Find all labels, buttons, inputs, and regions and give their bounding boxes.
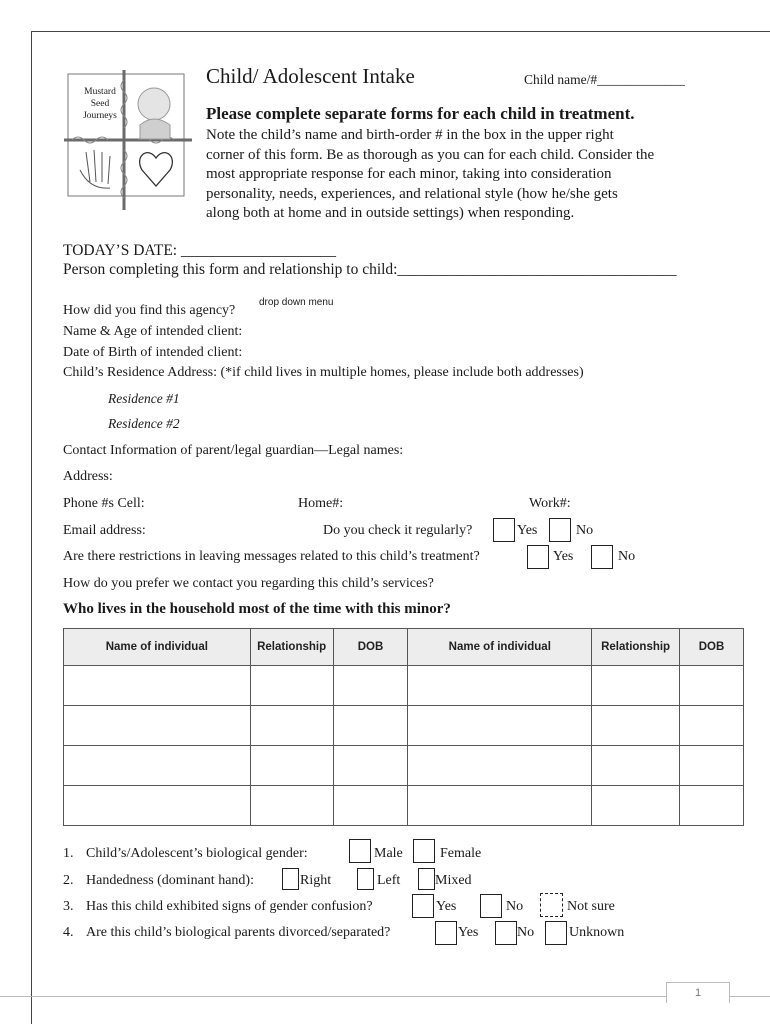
instructions-heading: Please complete separate forms for each child in treatment. — [206, 104, 635, 123]
table-cell[interactable] — [408, 746, 592, 786]
footer-line — [0, 996, 770, 997]
name-age-field[interactable]: Name & Age of intended client: — [63, 324, 243, 339]
table-cell[interactable] — [592, 786, 680, 826]
check-regularly-no-checkbox[interactable] — [549, 518, 571, 542]
q3-text: Has this child exhibited signs of gender confusion? — [86, 899, 373, 914]
table-cell[interactable] — [250, 666, 333, 706]
find-agency-label: How did you find this agency? — [63, 303, 236, 318]
contact-info-label: Contact Information of parent/legal guardian—Legal names: — [63, 443, 404, 458]
table-cell[interactable] — [680, 786, 744, 826]
q4-yes-label: Yes — [458, 925, 479, 940]
q3-not-sure-label: Not sure — [567, 899, 615, 914]
note-line: corner of this form. Be as thorough as you can for each child. Consider the — [206, 146, 655, 163]
prefer-contact-field[interactable]: How do you prefer we contact you regarding this child’s services? — [63, 576, 434, 591]
table-cell[interactable] — [64, 666, 251, 706]
page-border-left — [31, 31, 32, 1024]
q2-text: Handedness (dominant hand): — [86, 873, 254, 888]
phone-cell-field[interactable]: Phone #s Cell: — [63, 496, 145, 511]
q2-mixed-checkbox[interactable] — [418, 868, 435, 890]
residence-2-field[interactable]: Residence #2 — [108, 416, 180, 431]
dob-field[interactable]: Date of Birth of intended client: — [63, 345, 243, 360]
q3-not-sure-checkbox[interactable] — [540, 893, 563, 917]
restrictions-no-checkbox[interactable] — [591, 545, 613, 569]
q4-unknown-label: Unknown — [569, 925, 625, 940]
note-line: Note the child’s name and birth-order # in the box in the upper right — [206, 127, 614, 143]
q1-text: Child’s/Adolescent’s biological gender: — [86, 846, 308, 861]
page-number: 1 — [694, 987, 702, 999]
q4-unknown-checkbox[interactable] — [545, 921, 567, 945]
q4-text: Are this child’s biological parents divorced/separated? — [86, 925, 391, 940]
table-cell[interactable] — [250, 706, 333, 746]
q3-no-label: No — [506, 899, 524, 914]
q2-number: 2. — [63, 873, 74, 888]
column-header: DOB — [333, 629, 408, 666]
table-row — [64, 706, 744, 746]
table-cell[interactable] — [333, 786, 408, 826]
q2-left-checkbox[interactable] — [357, 868, 374, 890]
table-cell[interactable] — [64, 786, 251, 826]
restrictions-no-label: No — [618, 549, 636, 564]
q4-number: 4. — [63, 925, 74, 940]
table-cell[interactable] — [333, 666, 408, 706]
todays-date-field[interactable]: TODAY’S DATE: ____________________ — [63, 242, 336, 259]
person-completing-field[interactable]: Person completing this form and relationship to child:____________________________________ — [63, 261, 677, 278]
q2-right-label: Right — [300, 873, 332, 888]
page-number-box — [666, 982, 730, 1003]
find-agency-dropdown[interactable]: drop down menu — [259, 297, 334, 308]
q2-left-label: Left — [377, 873, 401, 888]
q4-yes-checkbox[interactable] — [435, 921, 457, 945]
residence-address-label: Child’s Residence Address: (*if child lives in multiple homes, please include both addresses) — [63, 365, 584, 380]
address-field[interactable]: Address: — [63, 469, 113, 484]
restrictions-label: Are there restrictions in leaving messages related to this child’s treatment? — [63, 549, 480, 564]
q3-yes-label: Yes — [436, 899, 457, 914]
table-cell[interactable] — [64, 746, 251, 786]
table-cell[interactable] — [333, 746, 408, 786]
page-border-top — [31, 31, 770, 32]
table-cell[interactable] — [408, 666, 592, 706]
table-cell[interactable] — [592, 746, 680, 786]
q4-no-checkbox[interactable] — [495, 921, 517, 945]
q3-yes-checkbox[interactable] — [412, 894, 434, 918]
table-cell[interactable] — [250, 786, 333, 826]
form-title: Child/ Adolescent Intake — [206, 64, 415, 88]
table-cell[interactable] — [680, 746, 744, 786]
table-cell[interactable] — [408, 706, 592, 746]
table-header-row — [64, 629, 744, 666]
q1-female-label: Female — [440, 846, 482, 861]
q4-no-label: No — [517, 925, 535, 940]
table-cell[interactable] — [333, 706, 408, 746]
column-header: Relationship — [250, 629, 333, 666]
q1-male-checkbox[interactable] — [349, 839, 371, 863]
check-regularly-yes-checkbox[interactable] — [493, 518, 515, 542]
residence-1-field[interactable]: Residence #1 — [108, 391, 180, 406]
mustard-seed-logo — [64, 70, 192, 210]
table-cell[interactable] — [64, 706, 251, 746]
q1-number: 1. — [63, 846, 74, 861]
table-row — [64, 786, 744, 826]
q3-no-checkbox[interactable] — [480, 894, 502, 918]
check-regularly-yes-label: Yes — [517, 523, 538, 538]
table-cell[interactable] — [250, 746, 333, 786]
column-header: DOB — [680, 629, 744, 666]
note-line: along both at home and in outside settings) when responding. — [206, 205, 575, 222]
q3-number: 3. — [63, 899, 74, 914]
household-table — [63, 628, 744, 826]
q2-mixed-label: Mixed — [435, 873, 472, 888]
column-header: Name of individual — [64, 629, 251, 666]
phone-home-field[interactable]: Home#: — [298, 496, 344, 511]
table-row — [64, 666, 744, 706]
column-header: Relationship — [592, 629, 680, 666]
restrictions-yes-checkbox[interactable] — [527, 545, 549, 569]
q1-male-label: Male — [374, 846, 403, 861]
table-row — [64, 746, 744, 786]
table-cell[interactable] — [408, 786, 592, 826]
phone-work-field[interactable]: Work#: — [529, 496, 571, 511]
q1-female-checkbox[interactable] — [413, 839, 435, 863]
table-cell[interactable] — [592, 706, 680, 746]
child-name-field[interactable]: Child name/#_____________ — [524, 72, 685, 87]
table-cell[interactable] — [680, 706, 744, 746]
email-field[interactable]: Email address: — [63, 523, 146, 538]
check-regularly-label: Do you check it regularly? — [323, 523, 473, 538]
q2-right-checkbox[interactable] — [282, 868, 299, 890]
check-regularly-no-label: No — [576, 523, 594, 538]
table-cell[interactable] — [592, 666, 680, 706]
household-heading: Who lives in the household most of the time with this minor? — [63, 601, 451, 617]
instructions-note — [206, 126, 726, 224]
logo-text: Mustard Seed Journeys — [83, 87, 117, 121]
note-line: most appropriate response for each minor, taking into consideration — [206, 166, 612, 183]
restrictions-yes-label: Yes — [553, 549, 574, 564]
note-line: personality, needs, experiences, and relational style (how he/she gets — [206, 185, 618, 202]
column-header: Name of individual — [408, 629, 592, 666]
table-cell[interactable] — [680, 666, 744, 706]
